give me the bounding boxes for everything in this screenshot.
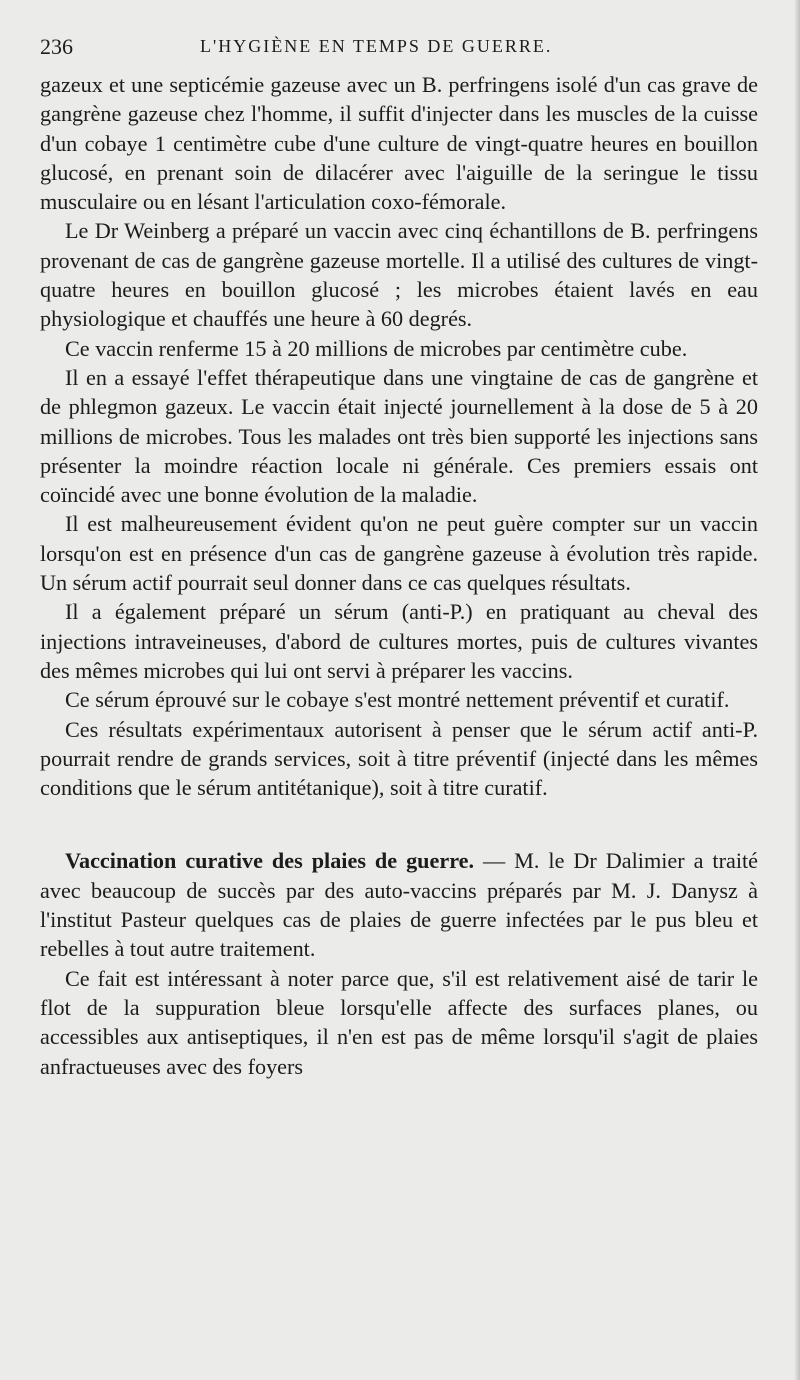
section-title: Vaccination curative des plaies de guerre. (65, 848, 475, 874)
paragraph: Il en a essayé l'effet thérapeutique dans une vingtaine de cas de gangrène et de phlegmon gazeux. Le vaccin était injecté journellement à la dose de 5 à 20 millions de microbes. Tous les malades ont très bien supporté les injections sans présenter la moindre réaction locale ni générale. Ces premiers essais ont coïncidé avec une bonne évolution de la maladie. (40, 364, 758, 508)
section-paragraph (40, 846, 758, 963)
paragraph: Il a également préparé un sérum (anti-P.) en pratiquant au cheval des injections intraveineuses, d'abord de cultures mortes, puis de cultures vivantes des mêmes microbes qui lui ont servi à préparer les vaccins. (40, 599, 758, 683)
paragraph: Ce fait est intéressant à noter parce que, s'il est relativement aisé de tarir le flot de la suppuration bleue lorsqu'elle affecte des surfaces planes, ou accessibles aux antiseptiques, il n'en est pas de même lorsqu'il s'agit de plaies anfractueuses avec des foyers (40, 965, 758, 1079)
paragraph: Ces résultats expérimentaux autorisent à penser que le sérum actif anti-P. pourrait rendre de grands services, soit à titre préventif (injecté dans les mêmes conditions que le sérum antitétanique), soit à titre curatif. (40, 716, 758, 801)
paragraph: gazeux et une septicémie gazeuse avec un B. perfringens isolé d'un cas grave de gangrène gazeuse chez l'homme, il suffit d'injecter dans les muscles de la cuisse d'un cobaye 1 centimètre cube d'une culture de vingt-quatre heures en bouillon glucosé, en prenant soin de dilacérer avec l'aiguille de la seringue le tissu musculaire ou en lésant l'articulation coxo-fémorale. (40, 72, 758, 215)
section-spacer (40, 802, 758, 846)
paragraph: Ce vaccin renferme 15 à 20 millions de microbes par centimètre cube. (65, 335, 688, 361)
page-number: 236 (40, 34, 73, 59)
section-intro: — M. le Dr Dalimier a traité avec beaucoup de succès par des auto-vaccins préparés par M. J. Danysz à l'institut Pasteur quelques cas de plaies de guerre infectées par le pus bleu et rebelles à tout autre traitement. (40, 848, 758, 962)
paragraph: Ce sérum éprouvé sur le cobaye s'est montré nettement préventif et curatif. (65, 687, 730, 713)
paragraph: Le Dr Weinberg a préparé un vaccin avec cinq échantillons de B. perfringens provenant de cas de gangrène gazeuse mortelle. Il a utilisé des cultures de vingt-quatre heures en bouillon glucosé ; les microbes étaient lavés en eau physiologique et chauffés une heure à 60 degrés. (40, 218, 758, 332)
body-text (40, 70, 758, 1081)
paragraph: Il est malheureusement évident qu'on ne peut guère compter sur un vaccin lorsqu'on est en présence d'un cas de gangrène gazeuse à évolution très rapide. Un sérum actif pourrait seul donner dans ce cas quelques résultats. (40, 511, 758, 596)
running-title: L'HYGIÈNE EN TEMPS DE GUERRE. (200, 36, 553, 56)
page-edge-shadow (794, 0, 800, 1380)
page-header (40, 30, 758, 70)
